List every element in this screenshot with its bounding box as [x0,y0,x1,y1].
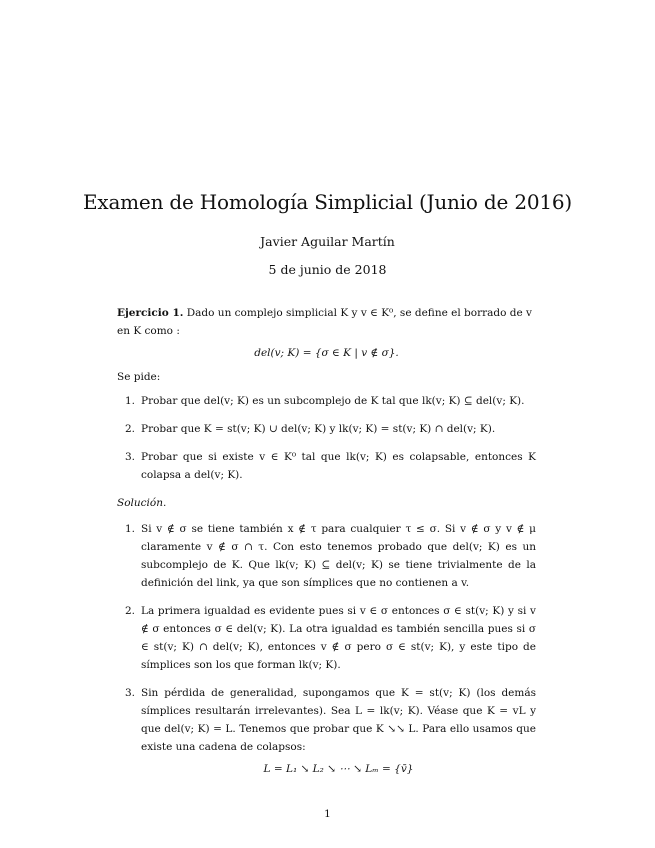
se-pide-label: Se pide: [117,371,161,383]
task-list [117,392,536,484]
task-item [117,448,536,484]
solution-list [117,520,536,778]
task-text: Probar que del(v; K) es un subcomplejo de K tal que lk(v; K) ⊆ del(v; K). [141,395,525,407]
solution-number: 1. [125,523,136,535]
exercise-section [117,304,536,788]
solution-text: Sin pérdida de generalidad, supongamos que K = st(v; K) (los demás símplices resultarán irrelevantes). Sea L = lk(v; K). Véase que K = vL y que del(v; K) = L. Tenemos que probar que K ↘↘ L. Para ello usamos que existe una cadena de colapsos: [141,687,536,753]
solution-item [117,602,536,674]
solution-number: 2. [125,605,136,617]
solution-number: 3. [125,687,136,699]
author-name: Javier Aguilar Martín [260,234,395,249]
task-text: Probar que si existe v ∈ K⁰ tal que lk(v; K) es colapsable, entonces K colapsa a del(v; K). [141,451,536,481]
exercise-statement [117,304,536,340]
definition-equation: del(v; K) = {σ ∈ K | v ∉ σ}. [254,347,399,359]
solution-item [117,684,536,778]
solution-text: Si v ∉ σ se tiene también x ∉ τ para cualquier τ ≤ σ. Si v ∉ σ y v ∉ μ claramente v ∉ σ ∩ τ. Con esto tenemos probado que del(v; K) es un subcomplejo de K. Que lk(v; K) ⊆ del(v; K) se tiene trivialmente de la definición del link, ya que son símplices que no contienen a v. [141,523,536,589]
page-number: 1 [324,808,331,820]
task-item [117,392,536,410]
task-number: 1. [125,395,136,407]
collapse-chain-equation: L = L₁ ↘ L₂ ↘ ⋯ ↘ Lₘ = {v̄} [263,763,414,775]
task-number: 2. [125,423,136,435]
task-number: 3. [125,451,136,463]
document-date: 5 de junio de 2018 [268,262,387,277]
document-title: Examen de Homología Simplicial (Junio de 2016) [82,190,573,214]
exercise-label: Ejercicio 1. [117,307,184,319]
task-item [117,420,536,438]
solution-item [117,520,536,592]
solution-text: La primera igualdad es evidente pues si v ∈ σ entonces σ ∈ st(v; K) y si v ∉ σ entonces σ ∈ del(v; K). La otra igualdad es también sencilla pues si σ ∈ st(v; K) ∩ del(v; K), entonces v ∉ σ pero σ ∈ st(v; K), y este tipo de símplices son los que forman lk(v; K). [141,605,536,671]
task-text: Probar que K = st(v; K) ∪ del(v; K) y lk(v; K) = st(v; K) ∩ del(v; K). [141,423,496,435]
solution-label: Solución. [117,497,167,509]
exercise-intro: Dado un complejo simplicial K y v ∈ K⁰, se define el borrado de v en K como : [117,307,532,337]
